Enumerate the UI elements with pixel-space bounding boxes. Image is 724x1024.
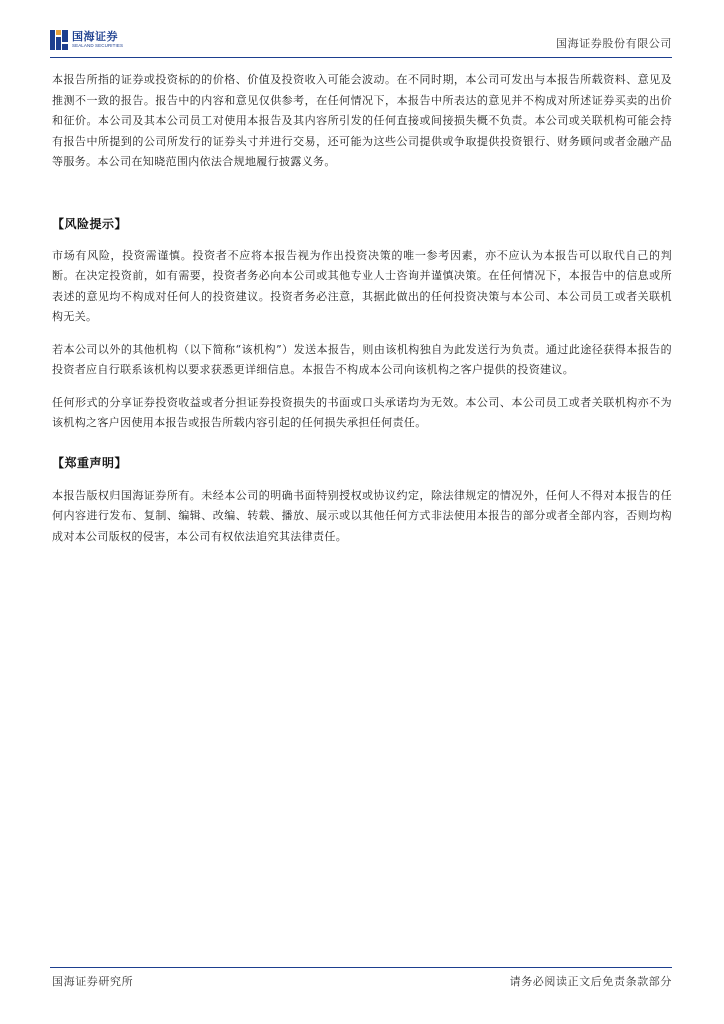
intro-paragraph: 本报告所指的证券或投资标的的价格、价值及投资收入可能会波动。在不同时期，本公司可发出与本报告所载资料、意见及推测不一致的报告。报告中的内容和意见仅供参考，在任何情况下，本报告中所表达的意见并不构成对所述证券买卖的出价和征价。本公司及其本公司员工对使用本报告及其内容所引发的任何直接或间接损失概不负责。本公司或关联机构可能会持有报告中所提到的公司所发行的证券头寸并进行交易，还可能为这些公司提供或争取提供投资银行、财务顾问或者金融产品等服务。本公司在知晓范围内依法合规地履行披露义务。 [52, 73, 672, 168]
header-divider [50, 57, 672, 58]
disclaimer-content [52, 70, 672, 547]
risk-paragraph: 若本公司以外的其他机构（以下简称“该机构”）发送本报告，则由该机构独自为此发送行为负责。通过此途径获得本报告的投资者应自行联系该机构以要求获悉更详细信息。本报告不构成本公司向该机构之客户提供的投资建议。 [52, 342, 672, 376]
footer-divider [50, 967, 672, 968]
risk-warning-heading: 【风险提示】 [52, 216, 128, 231]
risk-paragraph: 任何形式的分享证券投资收益或者分担证券投资损失的书面或口头承诺均为无效。本公司、本公司员工或者关联机构亦不为该机构之客户因使用本报告或报告所载内容引起的任何损失承担任何责任。 [52, 395, 672, 429]
statement-paragraph: 本报告版权归国海证券所有。未经本公司的明确书面特别授权或协议约定，除法律规定的情况外，任何人不得对本报告的任何内容进行发布、复制、编辑、改编、转载、播放、展示或以其他任何方式非法使用本报告的部分或者全部内容，否则均构成对本公司版权的侵害，本公司有权依法追究其法律责任。 [52, 488, 672, 543]
logo-text [72, 30, 123, 49]
risk-paragraph: 市场有风险，投资需谨慎。投资者不应将本报告视为作出投资决策的唯一参考因素，亦不应认为本报告可以取代自己的判断。在决定投资前，如有需要，投资者务必向本公司或其他专业人士咨询并谨慎决策。在任何情况下，本报告中的信息或所表述的意见均不构成对任何人的投资建议。投资者务必注意，其据此做出的任何投资决策与本公司、本公司员工或者关联机构无关。 [52, 248, 672, 323]
page-header [50, 30, 672, 56]
sealand-logo-icon [50, 30, 68, 50]
footer-disclaimer-note: 请务必阅读正文后免责条款部分 [509, 975, 672, 988]
company-logo [50, 30, 123, 56]
footer-institute: 国海证券研究所 [52, 975, 134, 988]
logo-english-name: SEALAND SECURITIES [72, 43, 124, 48]
statement-heading: 【郑重声明】 [52, 455, 128, 470]
logo-chinese-name: 国海证券 [72, 30, 118, 43]
header-company-name: 国海证券股份有限公司 [556, 37, 672, 50]
